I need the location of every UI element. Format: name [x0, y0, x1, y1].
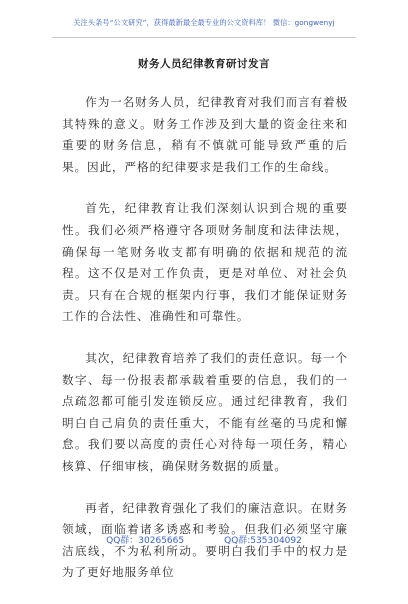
footer-qq-group-2: QQ群:535304092	[224, 536, 302, 546]
header-banner-text: 关注头条号“公文研究”，获得最新最全最专业的公文资料库！ 微信：gongwenyj	[73, 18, 335, 27]
paragraph-2: 首先，纪律教育让我们深刻认识到合规的重要性。我们必须严格遵守各项财务制度和法律法规，确保每一笔财务收支都有明确的依据和规范的流程。这不仅是对工作负责，更是对单位、对社会负责。只有在合规的框架内行事，我们才能保证财务工作的合法性、准确性和可靠性。	[62, 201, 348, 324]
header-divider	[52, 37, 356, 38]
document-title: 财务人员纪律教育研讨发言	[138, 58, 270, 70]
paragraph-3: 其次，纪律教育培养了我们的责任意识。每一个数字、每一份报表都承载着重要的信息，我们的一点疏忽都可能引发连锁反应。通过纪律教育，我们明白自己肩负的责任重大，不能有丝毫的马虎和懈怠。我们要以高度的责任心对待每一项任务，精心核算、仔细审核，确保财务数据的质量。	[62, 350, 348, 473]
paragraph-4: 再者，纪律教育强化了我们的廉洁意识。在财务领域，面临着诸多诱惑和考验。但我们必须坚守廉洁底线，不为私利所动。要明白我们手中的权力是为了更好地服务单位	[62, 500, 348, 580]
footer-qq-group-1: QQ群：30265665	[106, 536, 185, 546]
document-body	[62, 92, 348, 604]
header-banner	[0, 9, 408, 37]
paragraph-1: 作为一名财务人员，纪律教育对我们而言有着极其特殊的意义。财务工作涉及到大量的资金往来和重要的财务信息，稍有不慎就可能导致严重的后果。因此，严格的纪律要求是我们工作的生命线。	[62, 95, 348, 174]
footer	[0, 533, 408, 546]
